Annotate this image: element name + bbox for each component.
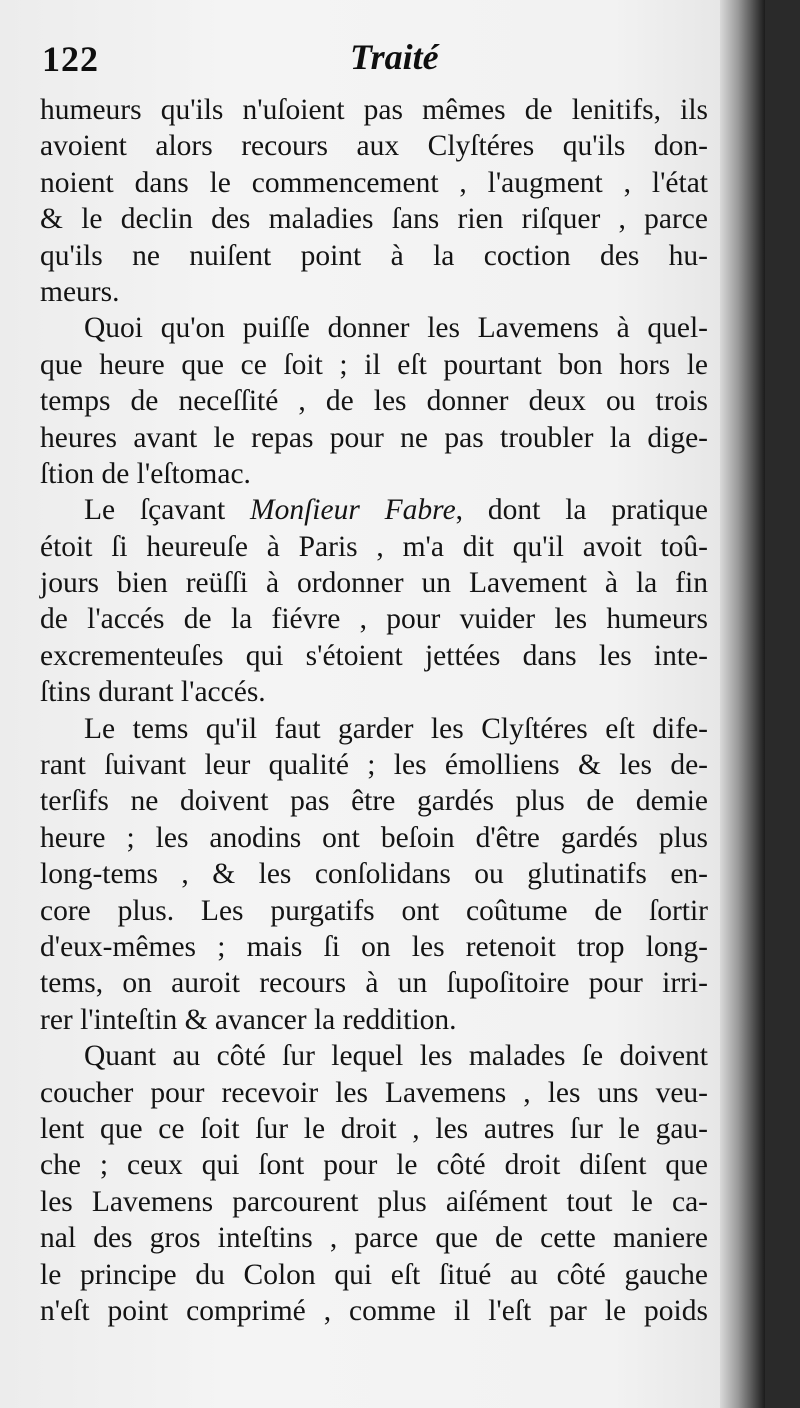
text-line: nal des gros inteſtins , parce que de cette maniere — [40, 1222, 708, 1255]
paragraph-4 — [40, 711, 708, 1039]
text-line: excrementeuſes qui s'étoient jettées dans les inte- — [40, 639, 708, 672]
text-line: de l'accés de la fiévre , pour vuider les humeurs — [40, 603, 708, 636]
text-line: étoit ſi heureuſe à Paris , m'a dit qu'il avoit toû- — [40, 530, 708, 563]
text-line: Quoi qu'on puiſſe donner les Lavemens à quel- — [84, 312, 708, 345]
text-line: noient dans le commencement , l'augment , l'état — [40, 166, 708, 199]
text-line: terſifs ne doivent pas être gardés plus de demie — [40, 785, 708, 818]
text-line: n'eſt point comprimé , comme il l'eſt par le poids — [40, 1294, 708, 1327]
text-line: heure ; les anodins ont beſoin d'être gardés plus — [40, 821, 708, 854]
paragraph-5 — [40, 1038, 708, 1329]
page-header — [40, 38, 710, 90]
text-line: humeurs qu'ils n'uſoient pas mêmes de lenitifs, ils — [40, 94, 708, 126]
text-line: que heure que ce ſoit ; il eſt pourtant bon hors le — [40, 348, 708, 381]
text-line — [40, 492, 708, 528]
text-fragment: Le ſçavant — [84, 494, 226, 527]
paragraph-1 — [40, 92, 708, 310]
text-line: avoient alors recours aux Clyſtéres qu'ils don- — [40, 130, 708, 163]
person-name: Monſieur Fabre — [250, 494, 456, 527]
text-line: long-tems , & les conſolidans ou glutinatifs en- — [40, 858, 708, 891]
text-line: rer l'inteſtin & avancer la reddition. — [40, 1003, 457, 1036]
paragraph-2 — [40, 310, 708, 492]
text-line: temps de neceſſité , de les donner deux ou trois — [40, 385, 708, 418]
text-line: core plus. Les purgatifs ont coûtume de ſortir — [40, 894, 708, 927]
text-line: rant ſuivant leur qualité ; les émolliens & les de- — [40, 749, 708, 782]
text-line: coucher pour recevoir les Lavemens , les uns veu- — [40, 1076, 708, 1109]
text-line: che ; ceux qui ſont pour le côté droit diſent que — [40, 1149, 708, 1182]
text-line: & le declin des maladies ſans rien riſquer , parce — [40, 203, 708, 236]
text-line: d'eux-mêmes ; mais ſi on les retenoit trop long- — [40, 930, 708, 963]
text-line: heures avant le repas pour ne pas troubler la dige- — [40, 421, 708, 454]
text-line: lent que ce ſoit ſur le droit , les autres ſur le gau- — [40, 1112, 708, 1145]
text-line: qu'ils ne nuiſent point à la coction des hu- — [40, 239, 708, 272]
text-line: ſtins durant l'accés. — [40, 676, 266, 709]
page-number: 122 — [42, 39, 99, 79]
text-line: jours bien reüſſi à ordonner un Lavement à la fin — [40, 567, 708, 600]
text-line: meurs. — [40, 275, 120, 308]
paragraph-3 — [40, 492, 708, 710]
running-title: Traité — [350, 37, 439, 77]
text-line: les Lavemens parcourent plus aiſément tout le ca- — [40, 1185, 708, 1218]
text-line: tems, on auroit recours à un ſupoſitoire pour irri- — [40, 967, 708, 1000]
text-line: le principe du Colon qui eſt ſitué au côté gauche — [40, 1258, 708, 1291]
text-line: ſtion de l'eſtomac. — [40, 457, 251, 490]
text-line: Quant au côté ſur lequel les malades ſe doivent — [84, 1040, 708, 1073]
page-edge-shadow — [720, 0, 765, 1408]
body-text — [40, 92, 708, 1329]
text-line: Le tems qu'il faut garder les Clyſtéres eſt dife- — [84, 712, 708, 745]
text-fragment: , dont la pratique — [455, 494, 709, 527]
